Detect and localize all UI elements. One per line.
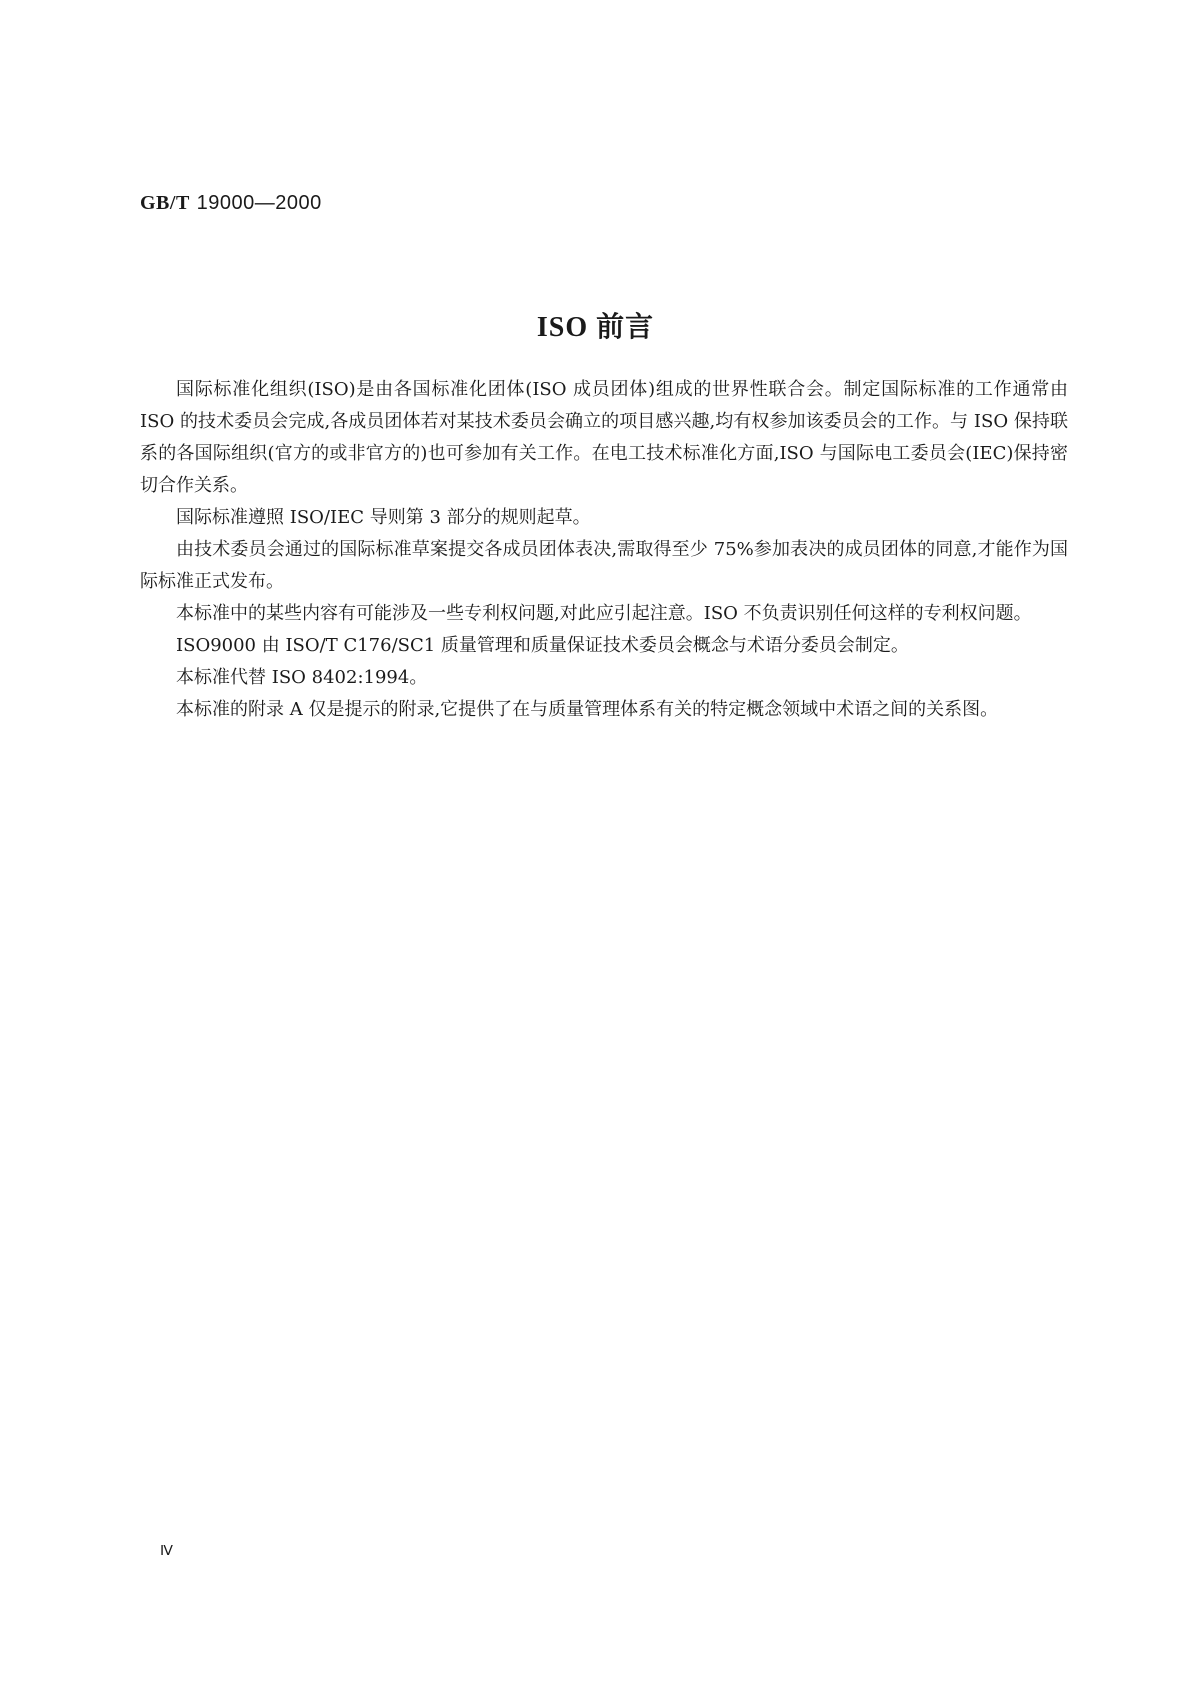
paragraph-voting: 由技术委员会通过的国际标准草案提交各成员团体表决,需取得至少 75%参加表决的成员团体的同意,才能作为国际标准正式发布。	[140, 539, 1068, 592]
paragraph-drafting-rules: 国际标准遵照 ISO/IEC 导则第 3 部分的规则起草。	[176, 507, 591, 528]
paragraph-replaces: 本标准代替 ISO 8402:1994。	[176, 667, 428, 688]
document-code-number: 19000—2000	[196, 192, 322, 214]
paragraph-iso-overview: 国际标准化组织(ISO)是由各国标准化团体(ISO 成员团体)组成的世界性联合会。制定国际标准的工作通常由 ISO 的技术委员会完成,各成员团体若对某技术委员会确立的项目感兴趣,均有权参加该委员会的工作。与 ISO 保持联系的各国际组织(官方的或非官方的)也可参加有关工作。在电工技术标准化方面,ISO 与国际电工委员会(IEC)保持密切合作关系。	[140, 379, 1068, 496]
page-number: Ⅳ	[160, 1544, 173, 1559]
document-code-prefix: GB/T	[140, 192, 190, 214]
document-code	[140, 188, 322, 217]
page-title: ISO 前言	[536, 312, 655, 343]
paragraph-patent-notice: 本标准中的某些内容有可能涉及一些专利权问题,对此应引起注意。ISO 不负责识别任何这样的专利权问题。	[176, 603, 1032, 624]
paragraph-prepared-by: ISO9000 由 ISO/T C176/SC1 质量管理和质量保证技术委员会概念与术语分委员会制定。	[176, 635, 909, 656]
paragraph-annex: 本标准的附录 A 仅是提示的附录,它提供了在与质量管理体系有关的特定概念领域中术语之间的关系图。	[176, 699, 999, 720]
foreword-body	[140, 374, 1068, 726]
